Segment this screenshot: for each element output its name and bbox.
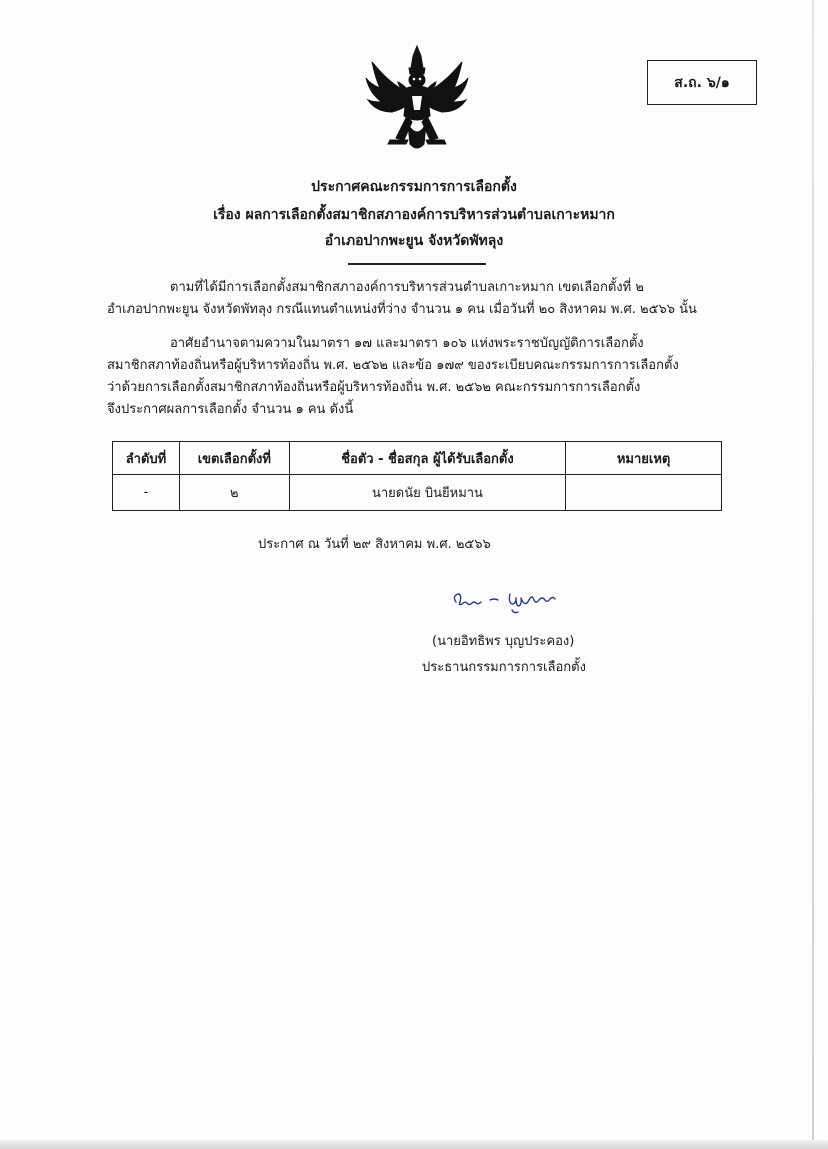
paragraph-2-line-4: จึงประกาศผลการเลือกตั้ง จำนวน ๑ คน ดังนี้ (107, 402, 354, 417)
table-header-row (113, 442, 722, 475)
column-header-order: ลำดับที่ (113, 442, 180, 475)
election-results-table (112, 441, 722, 511)
announcement-location: อำเภอปากพะยูน จังหวัดพัทลุง (324, 233, 504, 249)
cell-remarks (566, 475, 722, 511)
column-header-elected-name: ชื่อตัว - ชื่อสกุล ผู้ได้รับเลือกตั้ง (289, 442, 565, 475)
signer-title: ประธานกรรมการการเลือกตั้ง (422, 660, 586, 675)
cell-elected-name: นายดนัย บินยีหมาน (289, 475, 565, 511)
paragraph-2-line-1: อาศัยอำนาจตามความในมาตรา ๑๗ และมาตรา ๑๐๖ แห่งพระราชบัญญัติการเลือกตั้ง (170, 336, 644, 351)
signer-name: (นายอิทธิพร บุญประคอง) (432, 634, 575, 649)
scan-edge-bottom (0, 1140, 828, 1149)
table-row (113, 475, 722, 511)
paragraph-1-line-1: ตามที่ได้มีการเลือกตั้งสมาชิกสภาองค์การบริหารส่วนตำบลเกาะหมาก เขตเลือกตั้งที่ ๒ (170, 280, 644, 295)
column-header-district: เขตเลือกตั้งที่ (179, 442, 289, 475)
cell-order: - (113, 475, 180, 511)
paragraph-1-line-2: อำเภอปากพะยูน จังหวัดพัทลุง กรณีแทนตำแหน่งที่ว่าง จำนวน ๑ คน เมื่อวันที่ ๒๐ สิงหาคม พ.ศ. ๒๕๖๖ นั้น (107, 302, 697, 317)
announcement-heading: ประกาศคณะกรรมการการเลือกตั้ง (311, 179, 517, 195)
scan-edge-right (812, 0, 814, 1140)
cell-district: ๒ (179, 475, 289, 511)
announcement-subject: เรื่อง ผลการเลือกตั้งสมาชิกสภาองค์การบริหารส่วนตำบลเกาะหมาก (213, 207, 615, 223)
paragraph-2-line-3: ว่าด้วยการเลือกตั้งสมาชิกสภาท้องถิ่นหรือผู้บริหารท้องถิ่น พ.ศ. ๒๕๖๒ คณะกรรมการการเลือกตั้ง (107, 380, 641, 395)
column-header-remarks: หมายเหตุ (566, 442, 722, 475)
paragraph-2-line-2: สมาชิกสภาท้องถิ่นหรือผู้บริหารท้องถิ่น พ.ศ. ๒๕๖๒ และข้อ ๑๗๙ ของระเบียบคณะกรรมการการเลือกตั้ง (107, 358, 679, 373)
handwritten-signature (448, 584, 578, 616)
announcement-date: ประกาศ ณ วันที่ ๒๙ สิงหาคม พ.ศ. ๒๕๖๖ (258, 537, 491, 552)
form-code-box: ส.ถ. ๖/๑ (647, 60, 757, 105)
title-divider (348, 263, 486, 265)
garuda-emblem-icon (362, 44, 472, 156)
